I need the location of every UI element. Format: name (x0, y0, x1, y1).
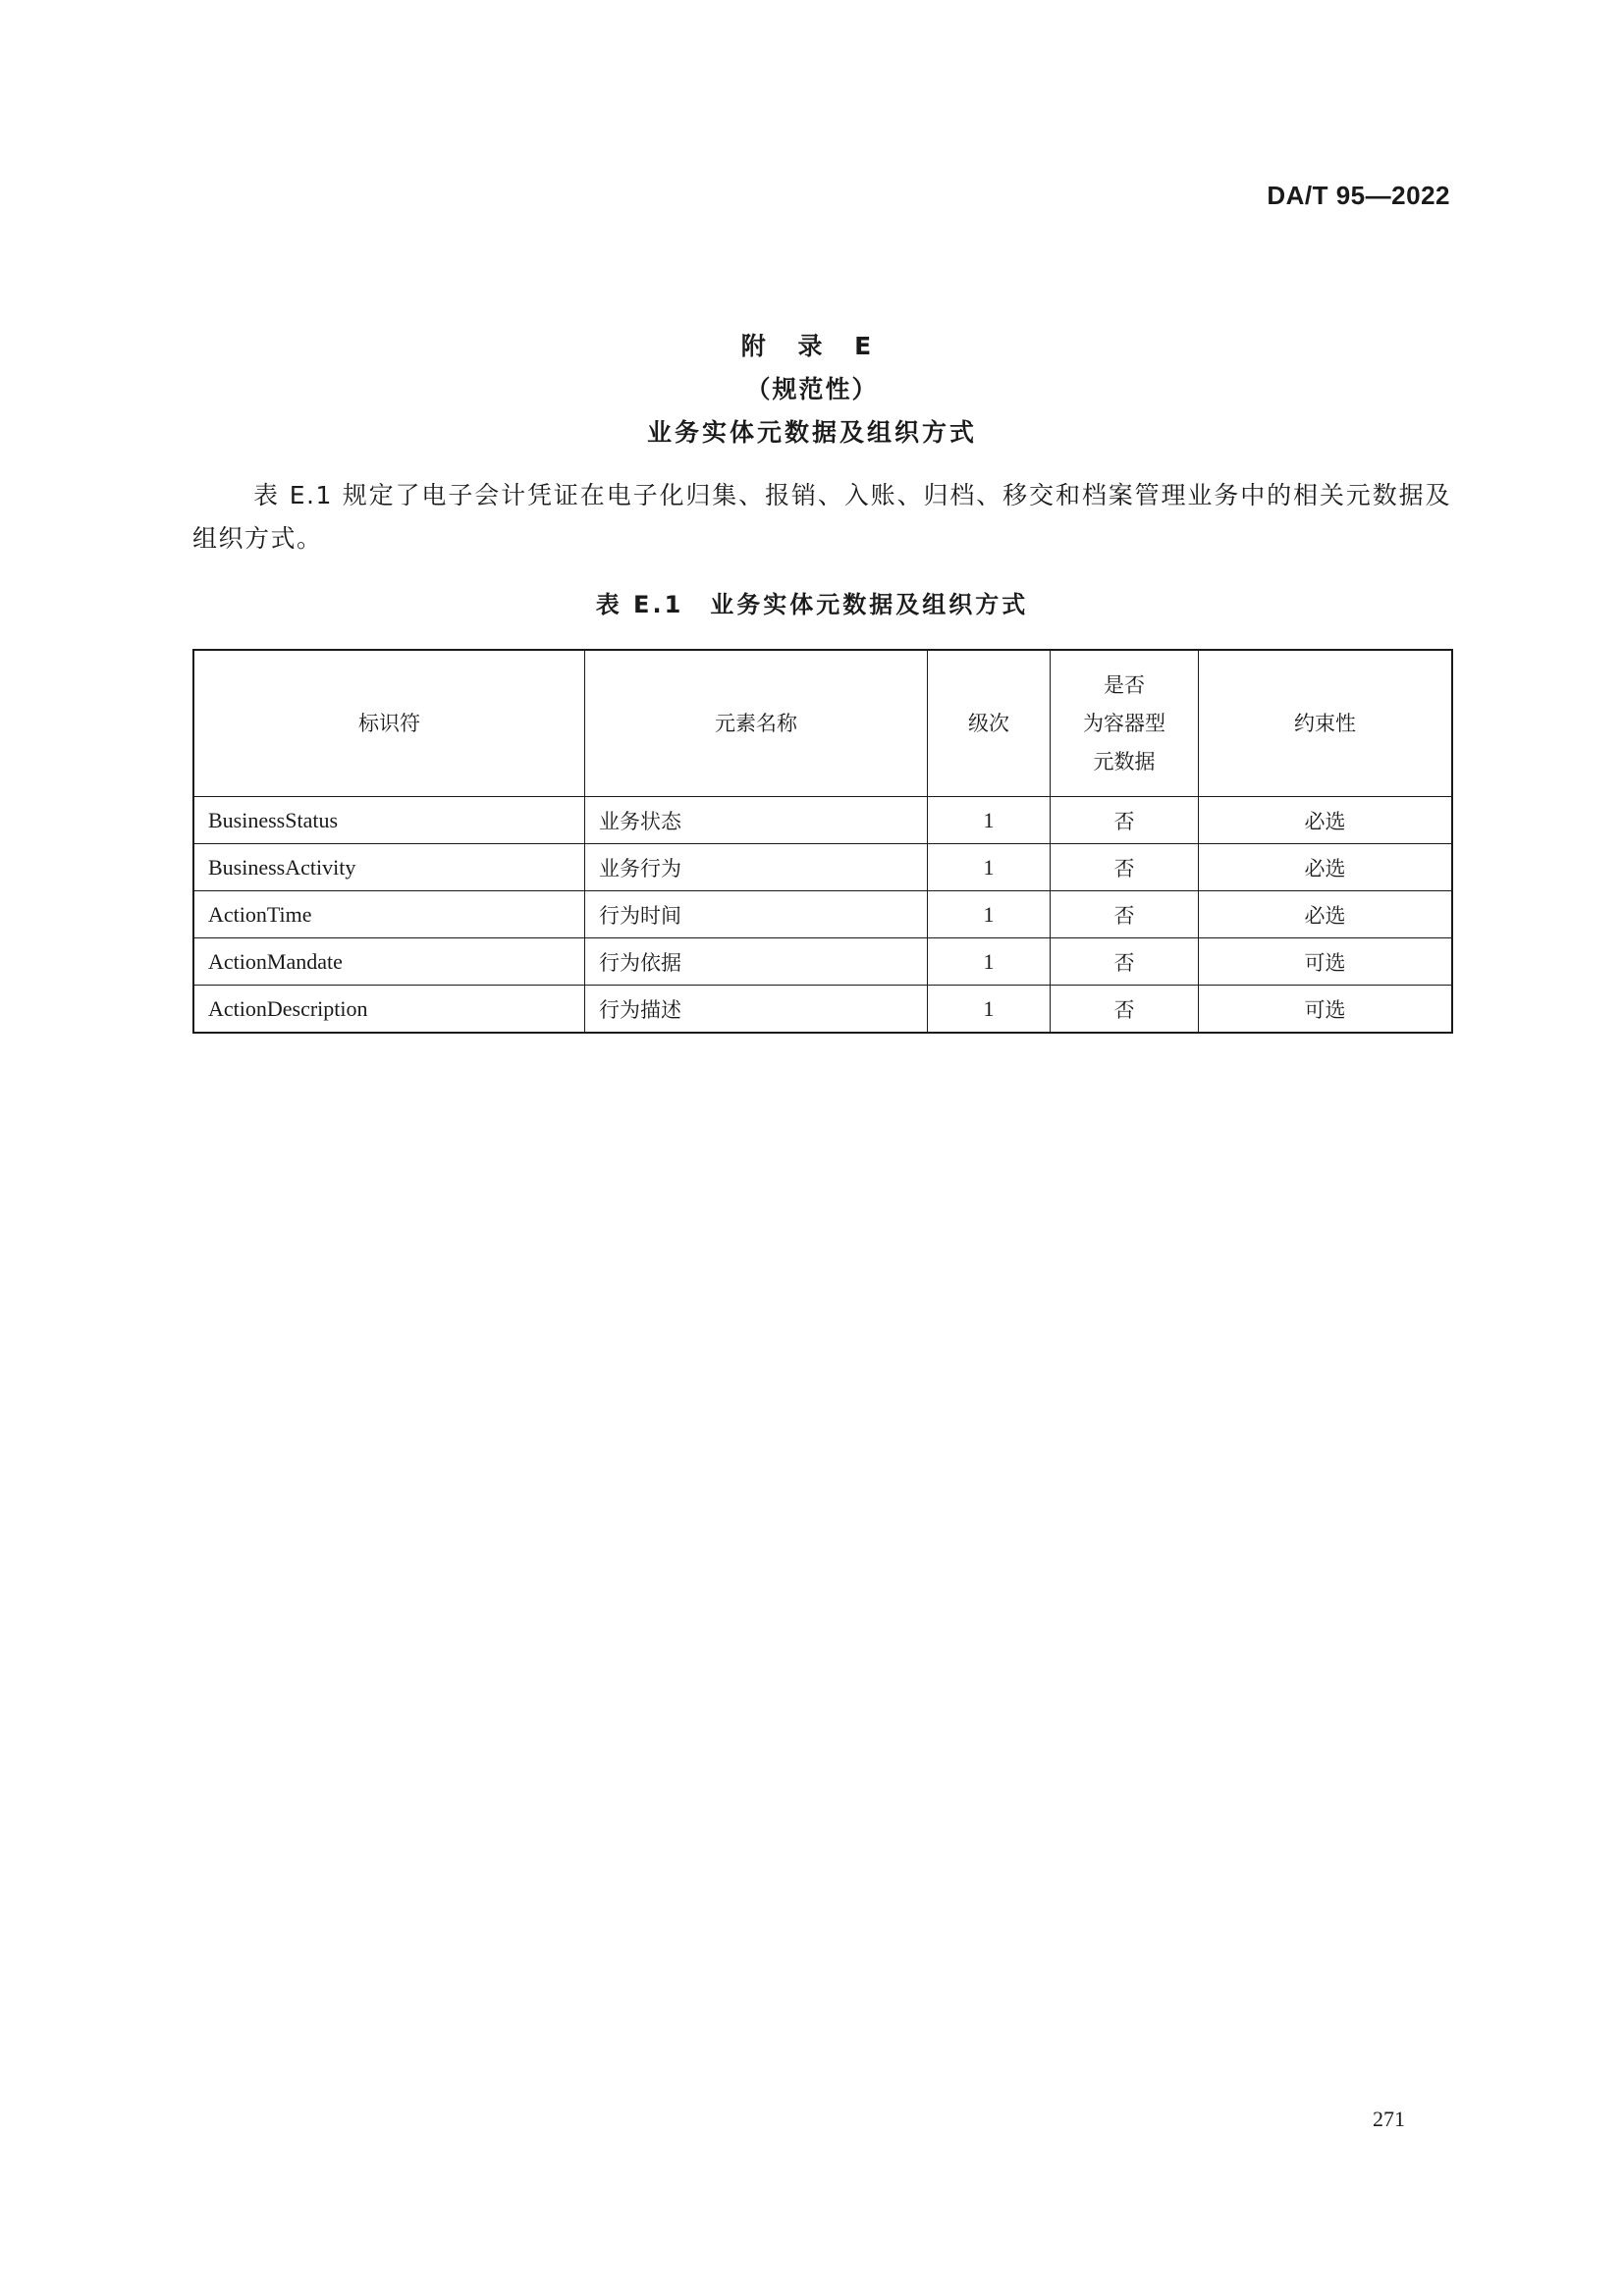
table-row (193, 844, 1452, 891)
header-constraint: 约束性 (1199, 650, 1453, 797)
cell-identifier: BusinessStatus (193, 797, 585, 844)
page-number: 271 (1373, 2107, 1405, 2131)
cell-level: 1 (928, 986, 1051, 1034)
appendix-type: （规范性） (745, 375, 879, 403)
cell-constraint: 必选 (1199, 797, 1453, 844)
cell-level: 1 (928, 891, 1051, 938)
header-container-line-1: 是否 (1104, 672, 1145, 697)
cell-container: 否 (1051, 938, 1199, 986)
cell-constraint: 可选 (1199, 986, 1453, 1034)
table-row (193, 891, 1452, 938)
cell-level: 1 (928, 844, 1051, 891)
table-row (193, 986, 1452, 1034)
appendix-label: 附 录 E (740, 332, 884, 360)
cell-element-name: 行为依据 (585, 938, 928, 986)
header-level: 级次 (928, 650, 1051, 797)
table-row (193, 938, 1452, 986)
appendix-title: 业务实体元数据及组织方式 (646, 418, 977, 447)
header-identifier: 标识符 (193, 650, 585, 797)
cell-identifier: ActionTime (193, 891, 585, 938)
cell-element-name: 行为描述 (585, 986, 928, 1034)
cell-container: 否 (1051, 844, 1199, 891)
cell-constraint: 必选 (1199, 891, 1453, 938)
cell-constraint: 必选 (1199, 844, 1453, 891)
header-element-name: 元素名称 (585, 650, 928, 797)
table-header-row (193, 650, 1452, 797)
cell-container: 否 (1051, 797, 1199, 844)
document-code: DA/T 95—2022 (1267, 181, 1450, 210)
cell-container: 否 (1051, 891, 1199, 938)
cell-element-name: 行为时间 (585, 891, 928, 938)
cell-level: 1 (928, 797, 1051, 844)
cell-identifier: ActionMandate (193, 938, 585, 986)
cell-element-name: 业务行为 (585, 844, 928, 891)
table-row (193, 797, 1452, 844)
cell-identifier: BusinessActivity (193, 844, 585, 891)
intro-paragraph: 表 E.1 规定了电子会计凭证在电子化归集、报销、入账、归档、移交和档案管理业务中的相关元数据及组织方式。 (192, 481, 1451, 553)
header-container (1051, 650, 1199, 797)
cell-identifier: ActionDescription (193, 986, 585, 1034)
header-container-line-3: 元数据 (1093, 749, 1156, 774)
cell-container: 否 (1051, 986, 1199, 1034)
table-caption: 表 E.1 业务实体元数据及组织方式 (595, 591, 1029, 618)
header-container-line-2: 为容器型 (1083, 711, 1165, 735)
metadata-table (192, 649, 1453, 1034)
cell-level: 1 (928, 938, 1051, 986)
cell-element-name: 业务状态 (585, 797, 928, 844)
cell-constraint: 可选 (1199, 938, 1453, 986)
